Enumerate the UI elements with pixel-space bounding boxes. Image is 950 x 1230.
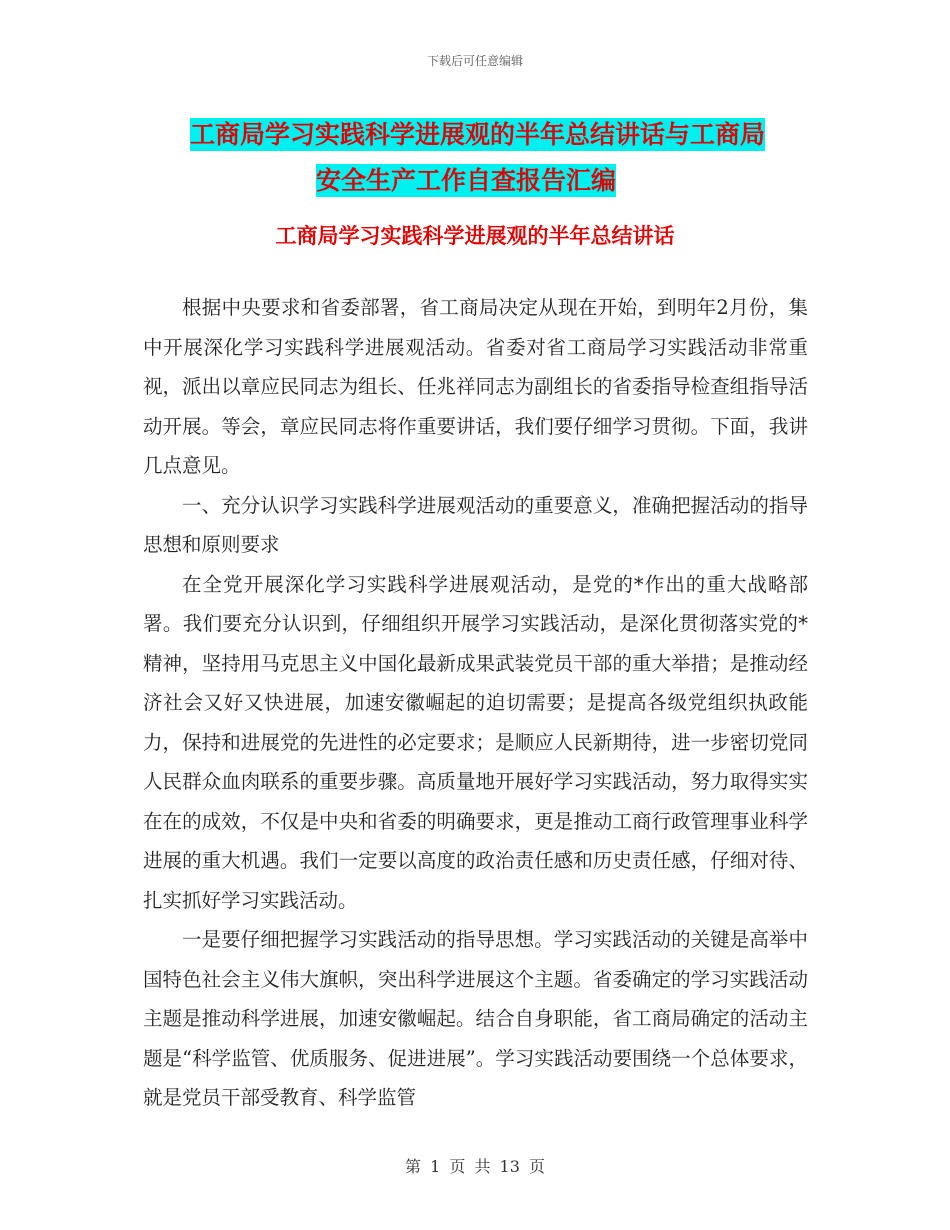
section-title: 工商局学习实践科学进展观的半年总结讲话	[275, 223, 675, 248]
paragraph: 根据中央要求和省委部署，省工商局决定从现在开始，到明年2月份，集中开展深化学习实践科学进展观活动。省委对省工商局学习实践活动非常重视，派出以章应民同志为组长、任兆祥同志为副组长的省委指导检查组指导活动开展。等会，章应民同志将作重要讲话，我们要仔细学习贯彻。下面，我讲几点意见。	[143, 296, 808, 477]
page-footer: 第 1 页 共 13 页	[405, 1157, 545, 1176]
paragraph: 在全党开展深化学习实践科学进展观活动，是党的*作出的重大战略部署。我们要充分认识到，仔细组织开展学习实践活动，是深化贯彻落实党的*精神，坚持用马克思主义中国化最新成果武装党员干部的重大举措；是推动经济社会又好又快进展，加速安徽崛起的迫切需要；是提高各级党组织执政能力，保持和进展党的先进性的必定要求；是顺应人民新期待，进一步密切党同人民群众血肉联系的重要步骤。高质量地开展好学习实践活动，努力取得实实在在的成效，不仅是中央和省委的明确要求，更是推动工商行政管理事业科学进展的重大机遇。我们一定要以高度的政治责任感和历史责任感，仔细对待、扎实抓好学习实践活动。	[143, 572, 808, 912]
main-title-line2: 安全生产工作自查报告汇编	[316, 166, 617, 195]
paragraph: 一是要仔细把握学习实践活动的指导思想。学习实践活动的关键是高举中国特色社会主义伟大旗帜，突出科学进展这个主题。省委确定的学习实践活动主题是推动科学进展，加速安徽崛起。结合自身职能，省工商局确定的活动主题是“科学监管、优质服务、促进进展”。学习实践活动要围绕一个总体要求，就是党员干部受教育、科学监管	[143, 928, 808, 1109]
paragraph: 一、充分认识学习实践科学进展观活动的重要意义，准确把握活动的指导思想和原则要求	[143, 493, 808, 556]
header-note: 下载后可任意编辑	[426, 54, 523, 68]
main-title	[190, 112, 810, 204]
body-text	[143, 288, 808, 1118]
main-title-line1: 工商局学习实践科学进展观的半年总结讲话与工商局	[190, 120, 766, 149]
